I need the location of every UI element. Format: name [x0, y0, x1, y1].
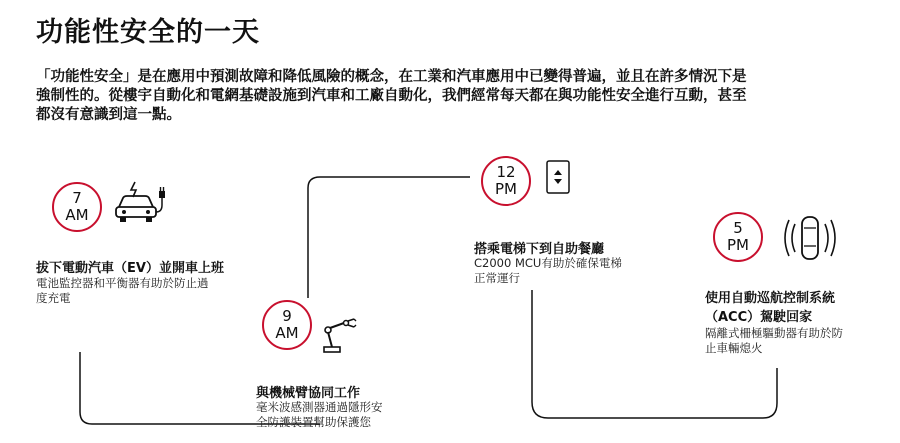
car-sensor-radar-icon	[780, 210, 840, 266]
time-badge-7am	[52, 182, 102, 232]
event-title-12pm: 搭乘電梯下到自助餐廳	[474, 242, 605, 257]
time-hour: 12	[496, 163, 516, 181]
event-desc-9am	[256, 400, 383, 430]
ev-car-charging-icon	[112, 180, 168, 224]
time-hour: 9	[282, 307, 292, 325]
time-period: PM	[727, 236, 749, 254]
intro-line: 都沒有意識到這一點。	[36, 107, 181, 123]
event-desc-line: 全防護裝置幫助保護您	[256, 415, 371, 429]
connector-9am-12pm	[308, 177, 470, 298]
time-badge-9am	[262, 300, 312, 350]
time-period: PM	[495, 180, 517, 198]
event-desc-line: 止車輛熄火	[705, 341, 763, 355]
page-title: 功能性安全的一天	[36, 17, 260, 48]
time-badge-5pm	[713, 212, 763, 262]
time-period: AM	[275, 324, 299, 342]
time-hour: 7	[72, 189, 82, 207]
event-desc-7am	[36, 276, 209, 306]
intro-line: 「功能性安全」是在應用中預測故障和降低風險的概念，在工業和汽車應用中已變得普遍，並且在許多情況下是	[36, 69, 747, 85]
event-desc-line: 電池監控器和平衡器有助於防止過	[36, 276, 209, 290]
event-title-7am: 拔下電動汽車（EV）並開車上班	[36, 261, 224, 276]
intro-line: 強制性的。從樓宇自動化和電網基礎設施到汽車和工廠自動化，我們經常每天都在與功能性安全進行互動，甚至	[36, 88, 747, 104]
event-title-9am: 與機械臂協同工作	[256, 386, 361, 401]
event-desc-line: 正常運行	[474, 271, 520, 285]
event-title-line: （ACC）駕駛回家	[705, 310, 813, 325]
elevator-button-icon	[546, 160, 570, 194]
event-desc-line: 隔離式柵極驅動器有助於防	[705, 326, 843, 340]
event-desc-5pm	[705, 326, 843, 356]
event-desc-line: 度充電	[36, 291, 71, 305]
time-badge-12pm	[481, 156, 531, 206]
time-hour: 5	[733, 219, 743, 237]
event-desc-line: 毫米波感測器通過隱形安	[256, 400, 383, 414]
event-desc-line: C2000 MCU有助於確保電梯	[474, 256, 622, 270]
robotic-arm-icon	[320, 318, 360, 354]
event-desc-12pm	[474, 256, 622, 286]
event-title-line: 使用自動巡航控制系統	[705, 291, 836, 306]
time-period: AM	[65, 206, 89, 224]
event-title-5pm	[705, 289, 835, 327]
